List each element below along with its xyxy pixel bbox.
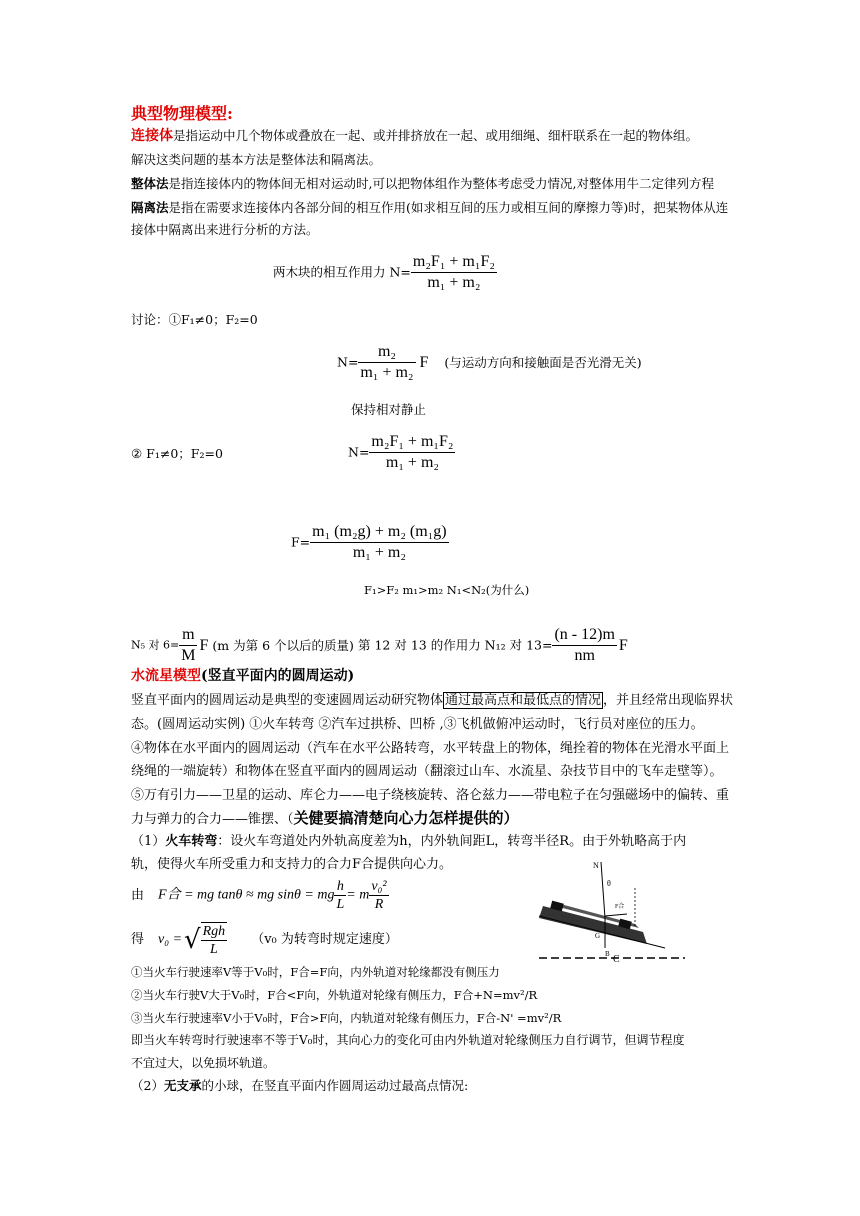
denominator: L [210,942,218,957]
fraction [310,522,448,563]
eq-label: 两木块的相互作用力 N= [273,264,411,280]
denominator: m₁ + m₂ [427,274,481,291]
numerator: m₁ (m₂g) + m₂ (m₁g) [310,522,448,543]
eq-equals: = m [346,887,370,903]
case-2: ②当火车行驶V大于V₀时，F合<F向，外轨道对轮缘有侧压力，F合+N=mv²/R [131,988,538,1002]
discussion-2: ② F₁≠0；F₂=0 [131,446,223,461]
train-curve-diagram [535,858,695,966]
equation-train [131,878,389,913]
equation-v0 [131,922,398,958]
case-5: 不宜过大，以免损坏轨道。 [131,1056,276,1070]
para-line-8: 轨，使得火车所受重力和支持力的合力F合提供向心力。 [131,857,453,872]
denominator: m₁ + m₂ [385,454,439,471]
para-line-5: ⑤万有引力——卫星的运动、库仑力——电子绕核旋转、洛仑兹力——带电粒子在匀强磁场中的偏转、重 [131,788,730,803]
eq-note: （v₀ 为转弯时规定速度） [251,932,398,947]
equation-n5 [131,625,354,666]
fraction [369,878,388,913]
eq-label: 第 12 对 13 的作用力 N₁₂ 对 13= [358,637,553,653]
denominator: m₁ + m₂ [352,544,406,561]
fraction [179,625,197,666]
para-line-7 [131,834,686,850]
para-text: 的小球，在竖直平面内作圆周运动过最高点情况: [201,1078,469,1093]
para-text: （2） [131,1078,164,1093]
equation-n3 [348,432,455,473]
label-theta: θ [607,879,611,888]
para-line-4: 绕绳的一端旋转）和物体在竖直平面内的圆周运动（翻滚过山车、水流星、杂技节目中的飞车走壁等）。 [131,764,723,779]
comparison: F₁>F₂ m₁>m₂ N₁<N₂(为什么) [364,583,530,597]
para-line-2: 态。(圆周运动实例) ①火车转弯 ②汽车过拱桥、凹桥 ,③飞机做俯冲运动时，飞行员对座位的压力。 [131,717,704,732]
term-isolate: 隔离法 [131,200,169,215]
numerator: v₀² [371,879,387,894]
force-n-arrow [601,862,605,918]
eq-note: (与运动方向和接触面是否光滑无关) [444,354,642,370]
label-g: G [595,932,601,940]
fraction [552,625,616,666]
para-line-1 [131,693,733,709]
para-text: 力与弹力的合力——锥摆、（ [131,812,294,827]
eq-label: N₅ 对 6= [131,638,180,652]
equation-n1 [273,252,497,293]
discussion-1: 讨论：①F₁≠0；F₂=0 [131,312,258,327]
equation-f [291,522,449,563]
numerator: (n - 12)m [552,625,616,646]
term-whole: 整体法 [131,176,169,191]
eq-tail: F [618,636,628,654]
numerator: m₂F₁ + m₁F₂ [369,432,455,453]
case-4: 即当火车转弯时行驶速率不等于V₀时，其向心力的变化可由内外轨道对轮缘侧压力自行调节，但调节程度 [131,1033,685,1047]
denominator: m₁ + m₂ [360,364,414,381]
para-whole [131,176,714,192]
eq-prefix: 由 [131,887,145,903]
fraction [201,922,228,958]
para-text: 是指在需要求连接体内各部分间的相互作用(如求相互间的压力或相互间的摩擦力等)时，把某物体从连 [168,200,729,215]
para-text: （1） [131,834,166,849]
para-method: 解决这类问题的基本方法是整体法和隔离法。 [131,152,382,167]
para-isolate [131,200,728,216]
case-1: ①当火车行驶速率V等于V₀时，F合=F向，内外轨道对轮缘都没有侧压力 [131,965,500,979]
case-6 [131,1078,468,1094]
force-f-arrow [605,914,627,916]
numerator: Rgh [202,924,226,939]
sqrt-sign: √ [184,925,201,955]
eq-label: N= [337,354,359,370]
para-line-6 [131,810,519,828]
fraction [369,432,455,473]
heading-black: (竖直平面内的圆周运动) [201,668,355,684]
label-b: B [605,950,610,958]
para-text: ：设火车弯道处内外轨高度差为h，内外轨间距L，转弯半径R。由于外轨略高于内 [217,834,687,849]
label-n: N [593,861,599,870]
para-line-3: ④物体在水平面内的圆周运动（汽车在水平公路转弯，水平转盘上的物体，绳拴着的物体在光滑水平面上 [131,741,730,756]
bold-text: 无支承 [163,1078,202,1093]
page-title: 典型物理模型: [131,104,233,123]
eq-prefix: 得 [131,932,145,947]
numerator: m₂F₁ + m₁F₂ [411,252,497,273]
fraction [411,252,497,293]
slope-line [539,916,665,948]
denominator: M [181,647,196,664]
para-text: 是指连接体内的物体间无相对运动时,可以把物体组作为整体考虑受力情况,对整体用牛二定律列方程 [168,176,714,191]
heading-red: 水流星模型 [131,668,201,684]
label-f: F合 [615,904,625,910]
denominator: R [374,897,384,912]
eq-main: v₀ = [158,932,183,947]
section-heading-water-star [131,668,354,684]
para-connector [131,128,698,144]
eq-tail: F [199,636,209,654]
numerator: m [179,625,197,646]
para-text: ，并且经常出现临界状 [603,693,734,708]
eq-label: N= [348,444,370,460]
equation-n2 [337,342,642,383]
equation-n12 [358,625,628,666]
para-text: 竖直平面内的圆周运动是典型的变速圆周运动研究物体 [131,693,444,708]
bold-text: 火车转弯 [165,834,218,849]
fraction [358,342,415,383]
numerator: h [334,878,346,896]
label-c: C [613,954,620,965]
fraction [334,878,346,913]
denominator: nm [574,647,595,664]
para-text: 是指运动中几个物体或叠放在一起、或并排挤放在一起、或用细绳、细杆联系在一起的物体组。 [173,128,699,143]
numerator: m₂ [358,342,415,363]
eq-label: F= [291,534,311,550]
boxed-text: 通过最高点和最低点的情况 [445,693,602,708]
keep-static: 保持相对静止 [351,402,427,417]
eq-main: F合 = mg tanθ ≈ mg sinθ = mg [158,887,335,903]
eq-note: (m 为第 6 个以后的质量) [212,637,354,653]
eq-tail: F [419,353,429,371]
bold-text: 关健要搞清楚向心力怎样提供的） [293,809,519,827]
denominator: L [336,897,345,912]
case-3: ③当火车行驶速率V小于V₀时，F合>F向，内轨道对轮缘有侧压力，F合-N' =mv²/R [131,1011,562,1025]
para-isolate-cont: 接体中隔离出来进行分析的方法。 [131,222,319,237]
term-connector: 连接体 [131,128,173,144]
